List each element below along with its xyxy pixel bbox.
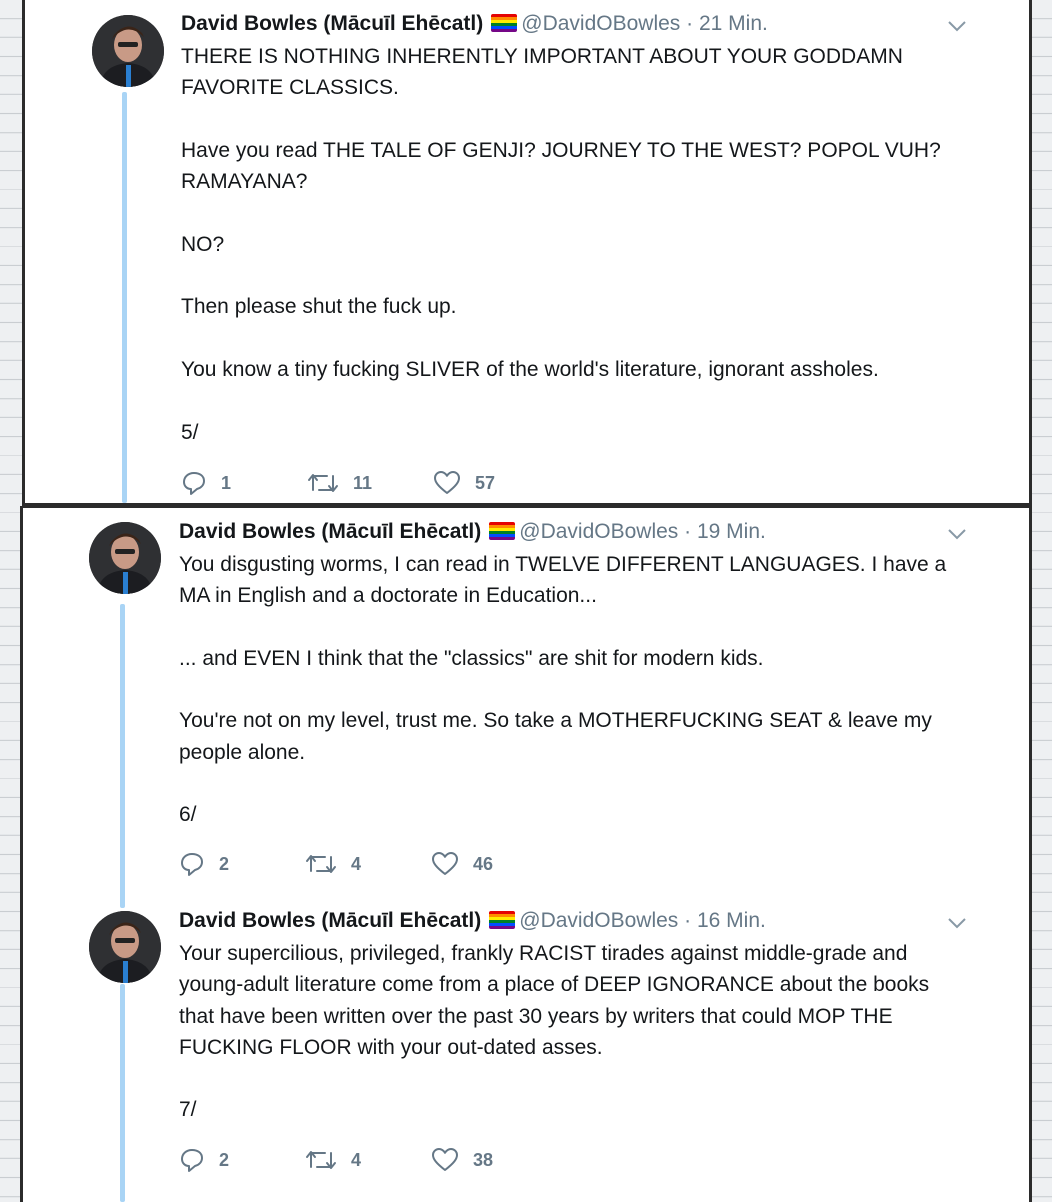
heart-icon <box>431 851 459 877</box>
tweet-paragraph: NO? <box>181 232 225 256</box>
tweet-header <box>179 518 969 546</box>
like-button[interactable] <box>431 1145 493 1175</box>
avatar[interactable] <box>92 15 164 87</box>
heart-icon <box>431 1147 459 1173</box>
like-count: 57 <box>475 472 496 493</box>
tweet-paragraph: You know a tiny fucking SLIVER of the world's literature, ignorant assholes. <box>181 357 879 381</box>
author-name[interactable]: David Bowles (Mācuīl Ehēcatl) <box>179 909 482 932</box>
tweet-paragraph: Then please shut the fuck up. <box>181 295 457 319</box>
reply-button[interactable] <box>179 1145 229 1175</box>
tweet-paragraph: 7/ <box>179 1098 197 1122</box>
retweet-icon <box>305 851 337 877</box>
tweet-header <box>181 10 969 38</box>
author-handle[interactable]: @DavidOBowles <box>521 12 681 35</box>
author-handle[interactable]: @DavidOBowles <box>519 909 679 932</box>
tweet-panel-1 <box>22 0 1032 506</box>
reply-button[interactable] <box>181 468 231 498</box>
avatar[interactable] <box>89 522 161 594</box>
like-button[interactable] <box>431 849 493 879</box>
tweet-text <box>179 938 969 1126</box>
rainbow-flag-icon <box>489 911 515 929</box>
chevron-down-icon[interactable] <box>945 911 969 935</box>
timestamp[interactable]: · 21 Min. <box>686 12 768 35</box>
reply-icon <box>181 470 207 496</box>
author-handle[interactable]: @DavidOBowles <box>519 520 679 543</box>
tweet-paragraph: Have you read THE TALE OF GENJI? JOURNEY TO THE WEST? POPOL VUH? RAMAYANA? <box>181 138 947 194</box>
avatar[interactable] <box>89 911 161 983</box>
retweet-button[interactable] <box>305 849 361 879</box>
timestamp[interactable]: · 16 Min. <box>684 909 766 932</box>
author-name[interactable]: David Bowles (Mācuīl Ehēcatl) <box>179 520 482 543</box>
reply-count: 2 <box>219 1149 230 1170</box>
tweet-paragraph: THERE IS NOTHING INHERENTLY IMPORTANT ABOUT YOUR GODDAMN FAVORITE CLASSICS. <box>181 45 909 100</box>
tweet-text <box>179 549 969 831</box>
retweet-button[interactable] <box>307 468 372 498</box>
retweet-count: 11 <box>353 472 373 493</box>
retweet-count: 4 <box>351 853 362 874</box>
retweet-icon <box>307 470 339 496</box>
tweet-paragraph: 6/ <box>179 803 197 827</box>
retweet-count: 4 <box>351 1149 362 1170</box>
tweet-actions <box>179 1145 579 1175</box>
thread-line <box>120 604 125 908</box>
tweet-text <box>181 41 969 448</box>
rainbow-flag-icon <box>491 14 517 32</box>
timestamp[interactable]: · 19 Min. <box>684 520 766 543</box>
tweet-actions <box>181 468 581 498</box>
retweet-icon <box>305 1147 337 1173</box>
author-name[interactable]: David Bowles (Mācuīl Ehēcatl) <box>181 12 484 35</box>
tweet-header <box>179 907 969 935</box>
heart-icon <box>433 470 461 496</box>
tweet-paragraph: ... and EVEN I think that the "classics" are shit for modern kids. <box>179 646 764 670</box>
tweet-paragraph: 5/ <box>181 420 199 444</box>
avatar-image <box>89 911 161 983</box>
tweet-panel-2 <box>20 506 1032 1202</box>
rainbow-flag-icon <box>489 522 515 540</box>
avatar-image <box>89 522 161 594</box>
tweet-paragraph: You're not on my level, trust me. So take a MOTHERFUCKING SEAT & leave my people alone. <box>179 709 938 764</box>
thread-line <box>120 984 125 1202</box>
reply-button[interactable] <box>179 849 229 879</box>
reply-icon <box>179 851 205 877</box>
reply-count: 1 <box>221 472 232 493</box>
thread-line <box>122 92 127 503</box>
tweet-paragraph: Your supercilious, privileged, frankly RACIST tirades against middle-grade and young-adult literature come from a place of DEEP IGNORANCE about the books that have been written over the past 30 years by writers that could MOP THE FUCKING FLOOR with your out-dated asses. <box>179 942 935 1059</box>
tweet-actions <box>179 849 579 879</box>
avatar-image <box>92 15 164 87</box>
like-count: 46 <box>473 853 494 874</box>
tweet-paragraph: You disgusting worms, I can read in TWELVE DIFFERENT LANGUAGES. I have a MA in English and a doctorate in Education... <box>179 553 953 608</box>
retweet-button[interactable] <box>305 1145 361 1175</box>
reply-icon <box>179 1147 205 1173</box>
like-count: 38 <box>473 1149 494 1170</box>
chevron-down-icon[interactable] <box>945 14 969 38</box>
like-button[interactable] <box>433 468 495 498</box>
reply-count: 2 <box>219 853 230 874</box>
chevron-down-icon[interactable] <box>945 522 969 546</box>
